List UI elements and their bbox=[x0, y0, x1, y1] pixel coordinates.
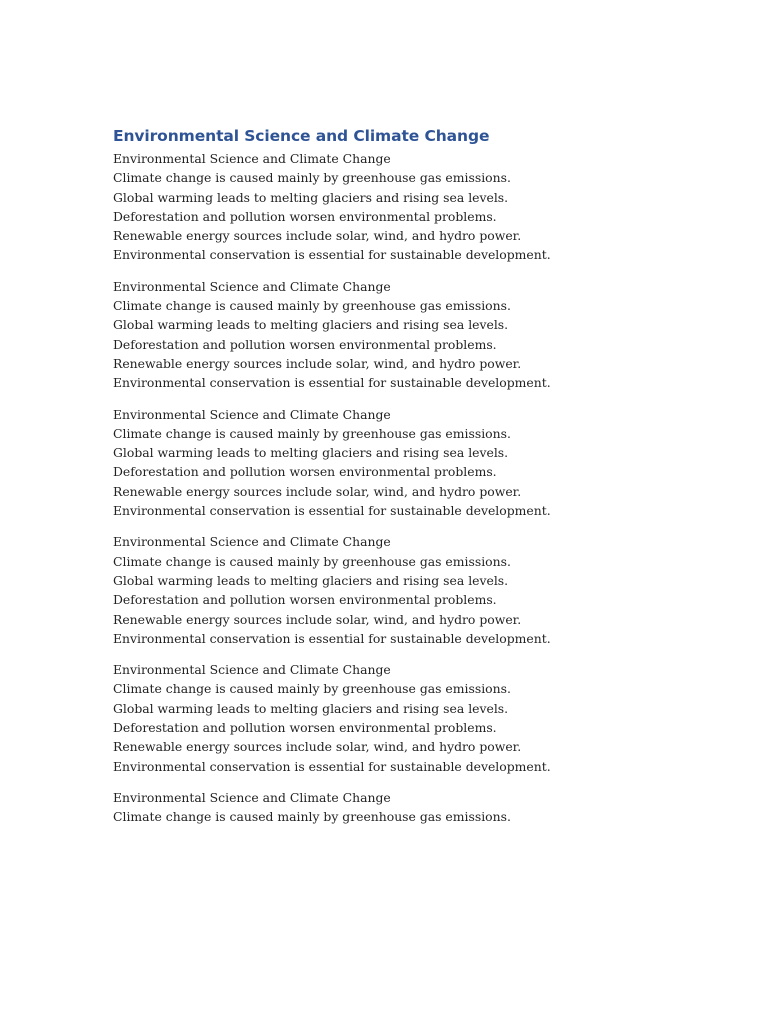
paragraph-line: Environmental conservation is essential for sustainable development. bbox=[113, 758, 551, 774]
paragraph-line: Environmental conservation is essential for sustainable development. bbox=[113, 247, 551, 263]
paragraph-line: Environmental Science and Climate Change bbox=[113, 534, 391, 550]
paragraph bbox=[113, 149, 728, 265]
paragraph-line: Renewable energy sources include solar, wind, and hydro power. bbox=[113, 228, 522, 244]
paragraph bbox=[113, 788, 728, 827]
paragraph-line: Environmental conservation is essential for sustainable development. bbox=[113, 503, 551, 519]
paragraph-line: Climate change is caused mainly by greenhouse gas emissions. bbox=[113, 553, 511, 569]
paragraph-line: Global warming leads to melting glaciers and rising sea levels. bbox=[113, 445, 509, 461]
paragraph-line: Deforestation and pollution worsen environmental problems. bbox=[113, 592, 497, 608]
paragraph bbox=[113, 532, 728, 648]
paragraph-line: Global warming leads to melting glaciers and rising sea levels. bbox=[113, 572, 509, 588]
paragraph-line: Renewable energy sources include solar, wind, and hydro power. bbox=[113, 611, 522, 627]
document-title: Environmental Science and Climate Change bbox=[113, 127, 490, 145]
paragraph-line: Renewable energy sources include solar, wind, and hydro power. bbox=[113, 355, 522, 371]
paragraph-line: Environmental conservation is essential for sustainable development. bbox=[113, 630, 551, 646]
paragraph-line: Deforestation and pollution worsen environmental problems. bbox=[113, 464, 497, 480]
paragraph-line: Climate change is caused mainly by greenhouse gas emissions. bbox=[113, 298, 511, 314]
paragraph-line: Deforestation and pollution worsen environmental problems. bbox=[113, 720, 497, 736]
paragraph-line: Deforestation and pollution worsen environmental problems. bbox=[113, 336, 497, 352]
paragraph-line: Renewable energy sources include solar, wind, and hydro power. bbox=[113, 483, 522, 499]
paragraph-line: Environmental Science and Climate Change bbox=[113, 662, 391, 678]
paragraph-line: Climate change is caused mainly by greenhouse gas emissions. bbox=[113, 425, 511, 441]
paragraph-line: Environmental Science and Climate Change bbox=[113, 406, 391, 422]
paragraph-line: Global warming leads to melting glaciers and rising sea levels. bbox=[113, 700, 509, 716]
paragraph bbox=[113, 660, 728, 776]
paragraph bbox=[113, 405, 728, 521]
paragraph-line: Deforestation and pollution worsen environmental problems. bbox=[113, 208, 497, 224]
paragraph-line: Climate change is caused mainly by greenhouse gas emissions. bbox=[113, 681, 511, 697]
paragraph-line: Renewable energy sources include solar, wind, and hydro power. bbox=[113, 739, 522, 755]
paragraph-line: Global warming leads to melting glaciers and rising sea levels. bbox=[113, 317, 509, 333]
paragraph-line: Environmental Science and Climate Change bbox=[113, 278, 391, 294]
paragraph-line: Environmental Science and Climate Change bbox=[113, 789, 391, 805]
paragraph-line: Global warming leads to melting glaciers and rising sea levels. bbox=[113, 189, 509, 205]
paragraph-line: Climate change is caused mainly by greenhouse gas emissions. bbox=[113, 809, 511, 825]
paragraph bbox=[113, 277, 728, 393]
paragraph-line: Environmental conservation is essential for sustainable development. bbox=[113, 375, 551, 391]
paragraph-line: Climate change is caused mainly by greenhouse gas emissions. bbox=[113, 170, 511, 186]
paragraph-line: Environmental Science and Climate Change bbox=[113, 151, 391, 166]
